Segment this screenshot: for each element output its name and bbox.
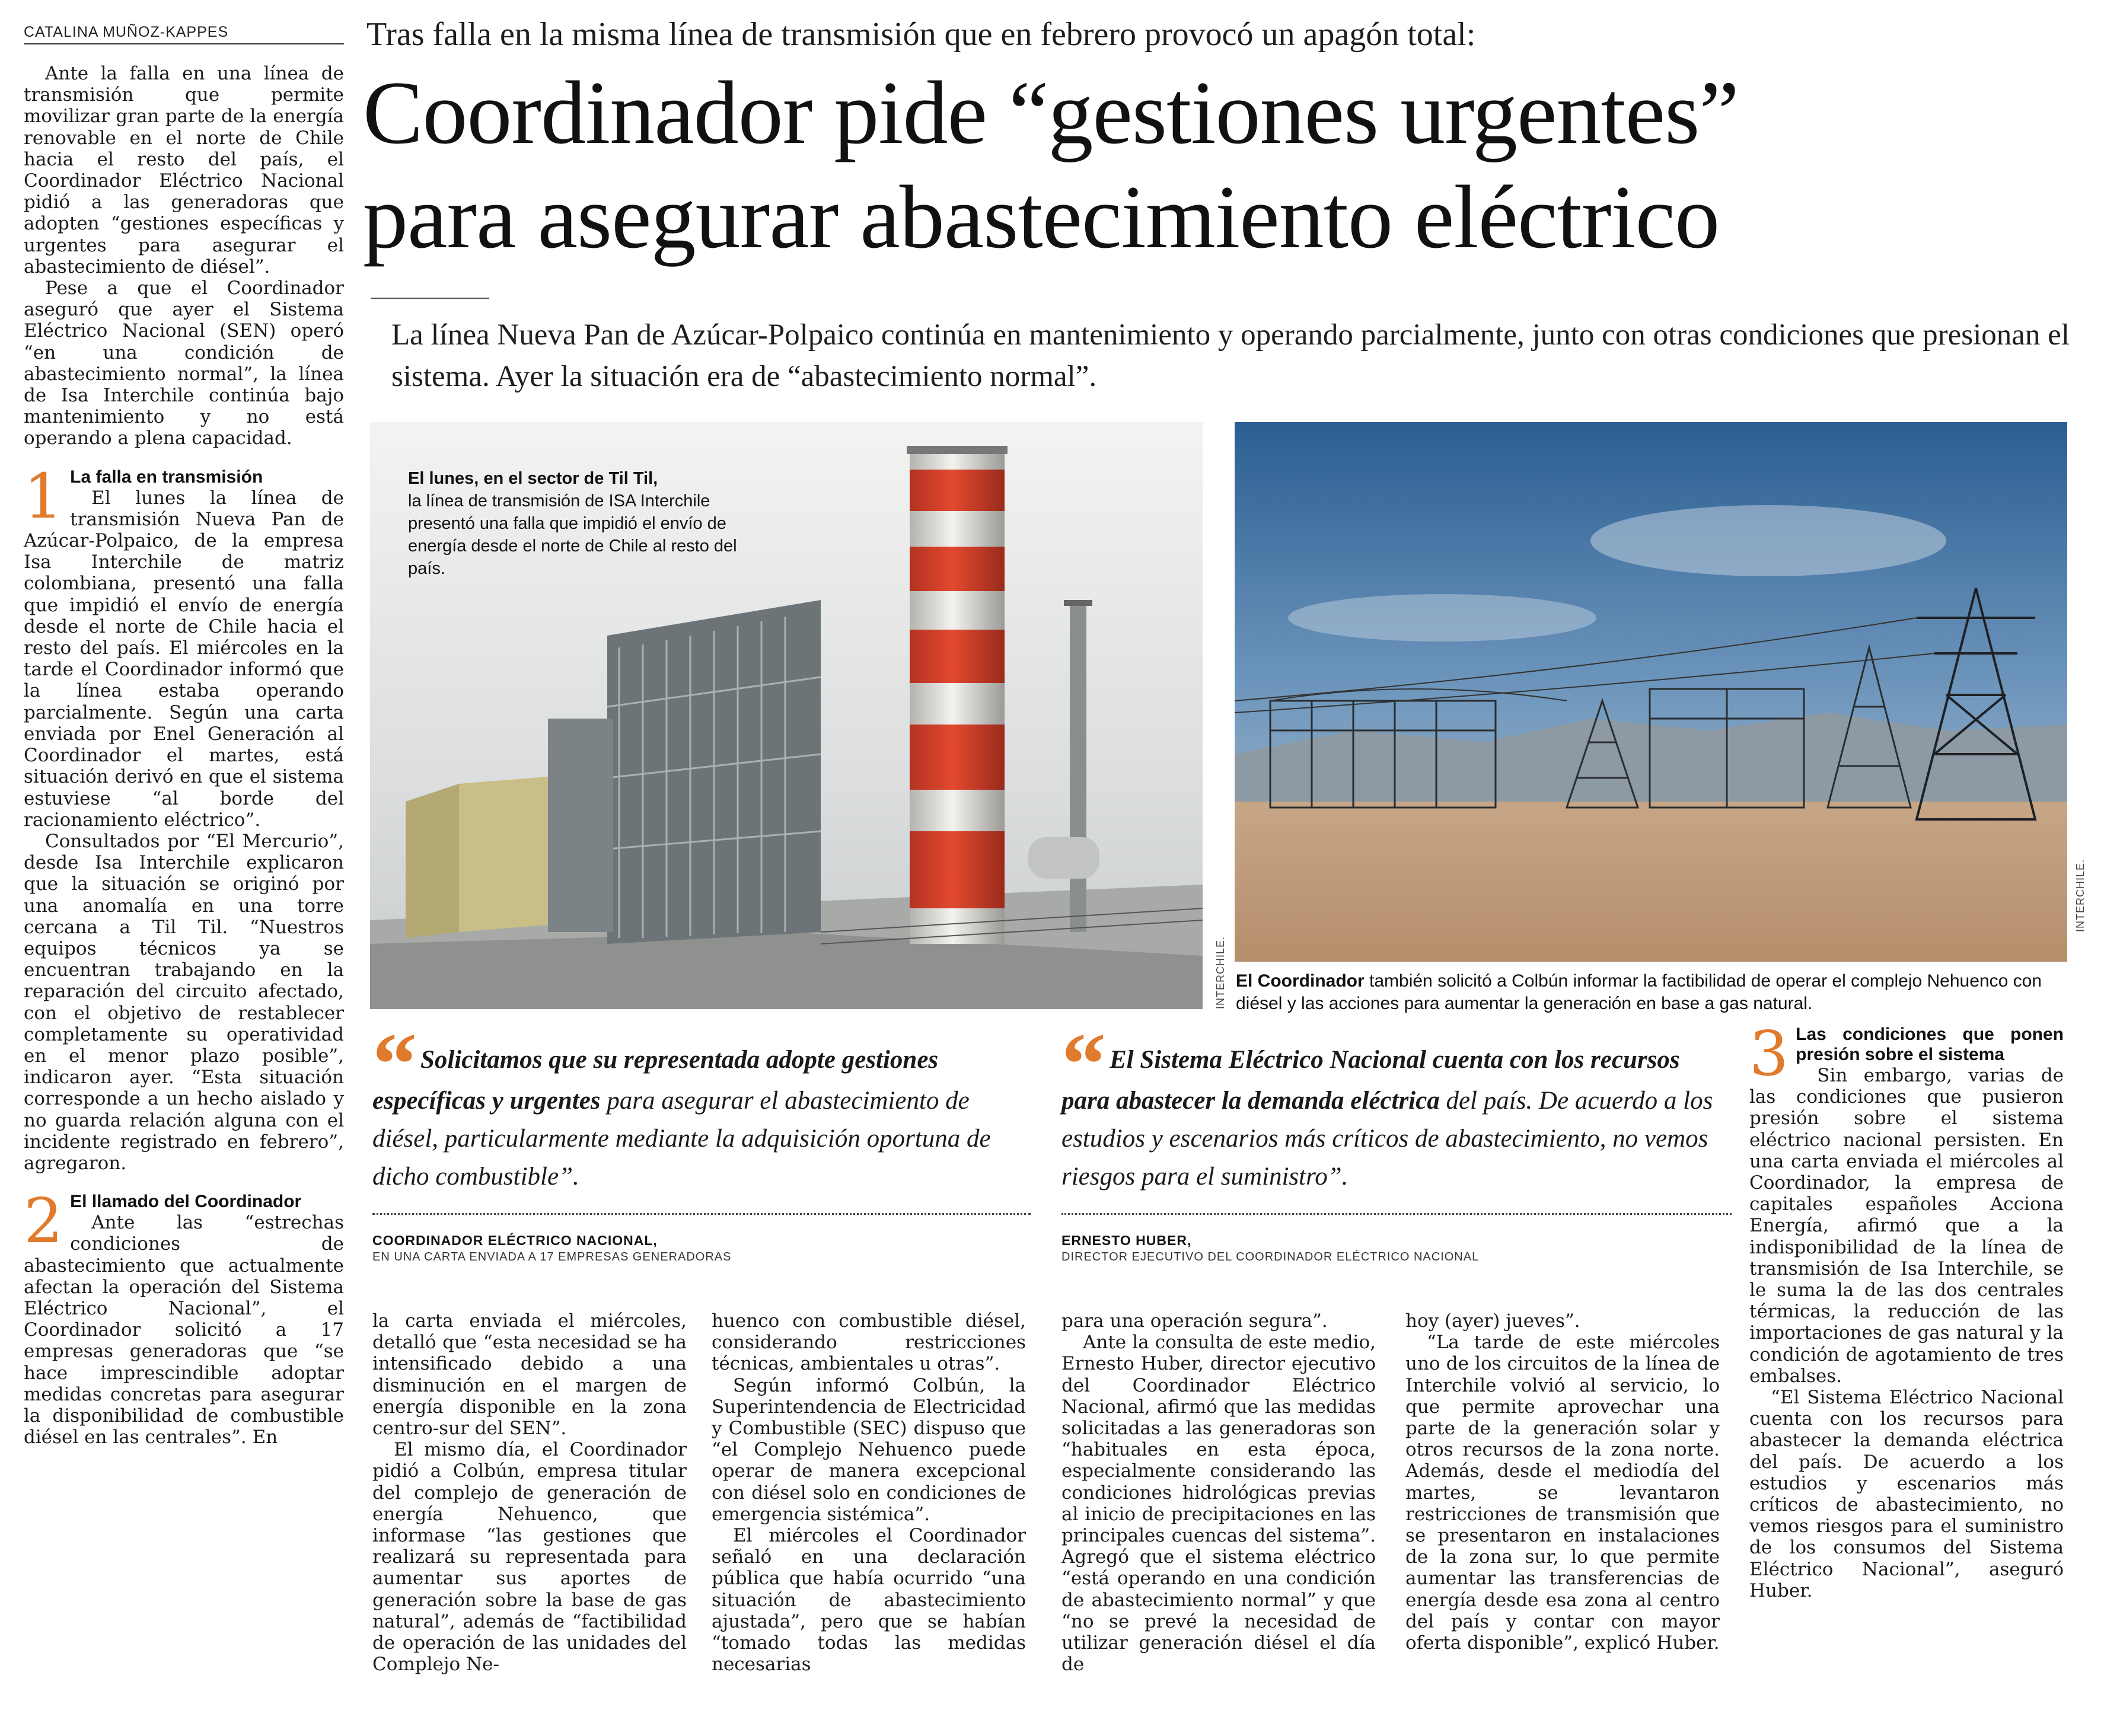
body-paragraph: El miércoles el Coordinador señaló en una declaración pública que había ocurrido “una situación de abastecimiento ajustada”, pero que se habían “tomado todas las medidas necesarias	[712, 1525, 1026, 1676]
body-paragraph: huenco con combustible diésel, considerando restricciones técnicas, ambientales u otras”.	[712, 1310, 1026, 1375]
quote-bold: El Sistema Eléctrico Nacional cuenta con los recursos para abastecer la demanda eléctrica	[1061, 1046, 1680, 1115]
body-paragraph: El mismo día, el Coordinador pidió a Colbún, empresa titular del complejo de generación de energía Nehuenco, que informase “las gestiones que realizará su representada para aumentar sus aportes de generación sobre la base de gas natural”, además de “factibilidad de operación de las unidades del Complejo Ne-	[372, 1439, 687, 1676]
section-number: 2	[24, 1185, 63, 1258]
dotted-rule	[372, 1213, 1031, 1215]
body-paragraph: la carta enviada el miércoles, detalló que “esta necesidad se ha intensificado debido a una disminución en el margen de energía disponible en la zona centro-sur del SEN”.	[372, 1310, 687, 1440]
section-1	[24, 459, 344, 1175]
body-column	[712, 1310, 1026, 1675]
intro-paragraph: Pese a que el Coordinador aseguró que ayer el Sistema Eléctrico Nacional (SEN) operó “en una condición de abastecimiento normal”, la línea de Isa Interchile continúa bajo mantenimiento y no está operando a plena capacidad.	[24, 277, 344, 449]
kicker: Tras falla en la misma línea de transmisión que en febrero provocó un apagón total:	[366, 16, 1476, 53]
caption-bold: El lunes, en el sector de Til Til,	[408, 469, 658, 488]
photo-credit: INTERCHILE.	[1214, 936, 1226, 1009]
quote-mark-icon: “	[372, 1015, 417, 1113]
quote-text: del país. De acuerdo a los estudios y escenarios más críticos de abastecimiento, no vemos riesgos para el suministro”.	[1061, 1087, 1713, 1191]
quote-source-role: DIRECTOR EJECUTIVO DEL COORDINADOR ELÉCTRICO NACIONAL	[1061, 1250, 1480, 1263]
section-2	[24, 1185, 344, 1448]
section-paragraph: “El Sistema Eléctrico Nacional cuenta con los recursos para abastecer la demanda eléctrica del país. De acuerdo a los estudios y escenarios más críticos de abastecimiento, no vemos riesgos para el suministro de los consumos del Sistema Eléctrico Nacional”, aseguró Huber.	[1749, 1387, 2064, 1601]
body-column	[372, 1310, 687, 1675]
quote-source	[1061, 1232, 1732, 1265]
quote-source-name: ERNESTO HUBER,	[1061, 1233, 1192, 1248]
caption-text: también solicitó a Colbún informar la factibilidad de operar el complejo Nehuenco con diésel y las acciones para aumentar la generación en base a gas natural.	[1236, 971, 2042, 1013]
quote-mark-icon: “	[1061, 1015, 1106, 1113]
section-paragraph: El lunes la línea de transmisión Nueva Pan de Azúcar-Polpaico, de la empresa Isa Interchile de matriz colombiana, presentó una falla que impidió el envío de energía desde el norte de Chile hacia el resto del país. El miércoles en la tarde el Coordinador informó que la línea estaba operando parcialmente. Según una carta enviada por Enel Generación al Coordinador el martes, está situación derivó en que el sistema estuviese “al borde del racionamiento eléctrico”.	[24, 487, 344, 831]
headline-line: Coordinador pide “gestiones urgentes”	[363, 63, 1739, 162]
caption-bold: El Coordinador	[1236, 971, 1365, 991]
body-paragraph: Ante la consulta de este medio, Ernesto Huber, director ejecutivo del Coordinador Eléctrico Nacional, afirmó que las medidas solicitadas a las generadoras son “habituales en esta época, especialmente considerando las condiciones hidrológicas previas al inicio de precipitaciones en las principales cuencas del sistema”. Agregó que el sistema eléctrico “está operando en una condición de abastecimiento normal” y que “no se prevé la necesidad de utilizar generación diésel el día de	[1061, 1332, 1376, 1676]
photo-caption	[408, 467, 740, 580]
headline	[363, 60, 1739, 269]
pull-quote	[372, 1015, 1031, 1196]
section-heading: Las condiciones que ponen presión sobre el sistema	[1796, 1025, 2064, 1064]
intro-paragraph: Ante la falla en una línea de transmisión que permite movilizar gran parte de la energía renovable en el norte de Chile hacia el resto del país, el Coordinador Eléctrico Nacional pidió a las generadoras que adopten “gestiones específicas y urgentes para asegurar el abastecimiento de diésel”.	[24, 63, 344, 277]
quote-source	[372, 1232, 1031, 1265]
right-column	[1749, 1017, 2064, 1601]
deck: La línea Nueva Pan de Azúcar-Polpaico continúa en mantenimiento y operando parcialmente, junto con otras condiciones que presionan el sistema. Ayer la situación era de “abastecimiento normal”.	[391, 318, 2070, 393]
quote-source-name: COORDINADOR ELÉCTRICO NACIONAL,	[372, 1233, 658, 1248]
section-number: 3	[1749, 1017, 1789, 1090]
substation-illustration	[1235, 422, 2067, 962]
rule-line	[371, 298, 489, 299]
body-paragraph: para una operación segura”.	[1061, 1310, 1328, 1332]
pull-quote	[1061, 1015, 1732, 1196]
section-paragraph: Ante las “estrechas condiciones de abastecimiento que actualmente afectan la operación del Sistema Eléctrico Nacional”, el Coordinador solicitó a 17 empresas generadoras que “se hace imprescindible adoptar medidas concretas para asegurar la disponibilidad de combustible diésel en las centrales”. En	[24, 1212, 344, 1448]
dotted-rule	[1061, 1213, 1732, 1215]
headline-line: para asegurar abastecimiento eléctrico	[363, 167, 1720, 267]
caption-text: la línea de transmisión de ISA Interchile presentó una falla que impidió el envío de energía desde el norte de Chile al resto del país.	[408, 492, 737, 578]
section-heading: El llamado del Coordinador	[70, 1192, 302, 1212]
section-3	[1749, 1017, 2064, 1601]
section-paragraph: Sin embargo, varias de las condiciones que pusieron presión sobre el sistema eléctrico nacional persisten. En una carta enviada el miércoles al Coordinador, la empresa de capitales españoles Acciona Energía, afirmó que a la indisponibilidad de la línea de transmisión de Isa Interchile, se le suma la de las dos centrales térmicas, la reducción de las importaciones de gas natural y la condición de agotamiento de tres embalses.	[1749, 1065, 2064, 1387]
section-heading: La falla en transmisión	[70, 467, 263, 487]
body-column	[1061, 1310, 1376, 1675]
quote-source-role: EN UNA CARTA ENVIADA A 17 EMPRESAS GENERADORAS	[372, 1250, 732, 1263]
photo-caption	[1236, 970, 2078, 1015]
quote-bold: Solicitamos que su representada adopte gestiones específicas y urgentes	[372, 1046, 939, 1115]
left-column	[24, 63, 344, 1448]
body-paragraph: Según informó Colbún, la Superintendencia de Electricidad y Combustible (SEC) dispuso que “el Complejo Nehuenco puede operar de manera excepcional con diésel solo en condiciones de emergencia sistémica”.	[712, 1374, 1026, 1525]
photo-substation	[1235, 422, 2067, 962]
photo-credit: INTERCHILE.	[2074, 859, 2086, 932]
quote-text: para asegurar el abastecimiento de diésel, particularmente mediante la adquisición oportuna de dicho combustible”.	[372, 1087, 991, 1191]
body-paragraph: “La tarde de este miércoles uno de los circuitos de la línea de Interchile volvió al servicio, lo que permite aprovechar una parte de la generación solar y otros recursos de la zona norte. Además, desde el mediodía del martes, se levantaron restricciones de transmisión que se presentaron en instalaciones de la zona sur, lo que permite aumentar las transferencias de energía desde esa zona al centro del país y contar con mayor oferta disponible”, explicó Huber.	[1405, 1332, 1720, 1654]
byline: CATALINA MUÑOZ-KAPPES	[24, 24, 344, 44]
body-paragraph: hoy (ayer) jueves”.	[1405, 1310, 1580, 1332]
section-paragraph: Consultados por “El Mercurio”, desde Isa Interchile explicaron que la situación se originó por una anomalía en una torre cercana a Til Til. “Nuestros equipos técnicos ya se encuentran trabajando en la reparación del circuito afectado, con el objetivo de restablecer completamente su operatividad en el menor plazo posible”, indicaron ayer. “Esta situación corresponde a un hecho aislado y no guarda relación alguna con el incidente registrado en febrero”, agregaron.	[24, 830, 344, 1174]
section-number: 1	[24, 459, 63, 532]
body-column	[1405, 1310, 1720, 1654]
